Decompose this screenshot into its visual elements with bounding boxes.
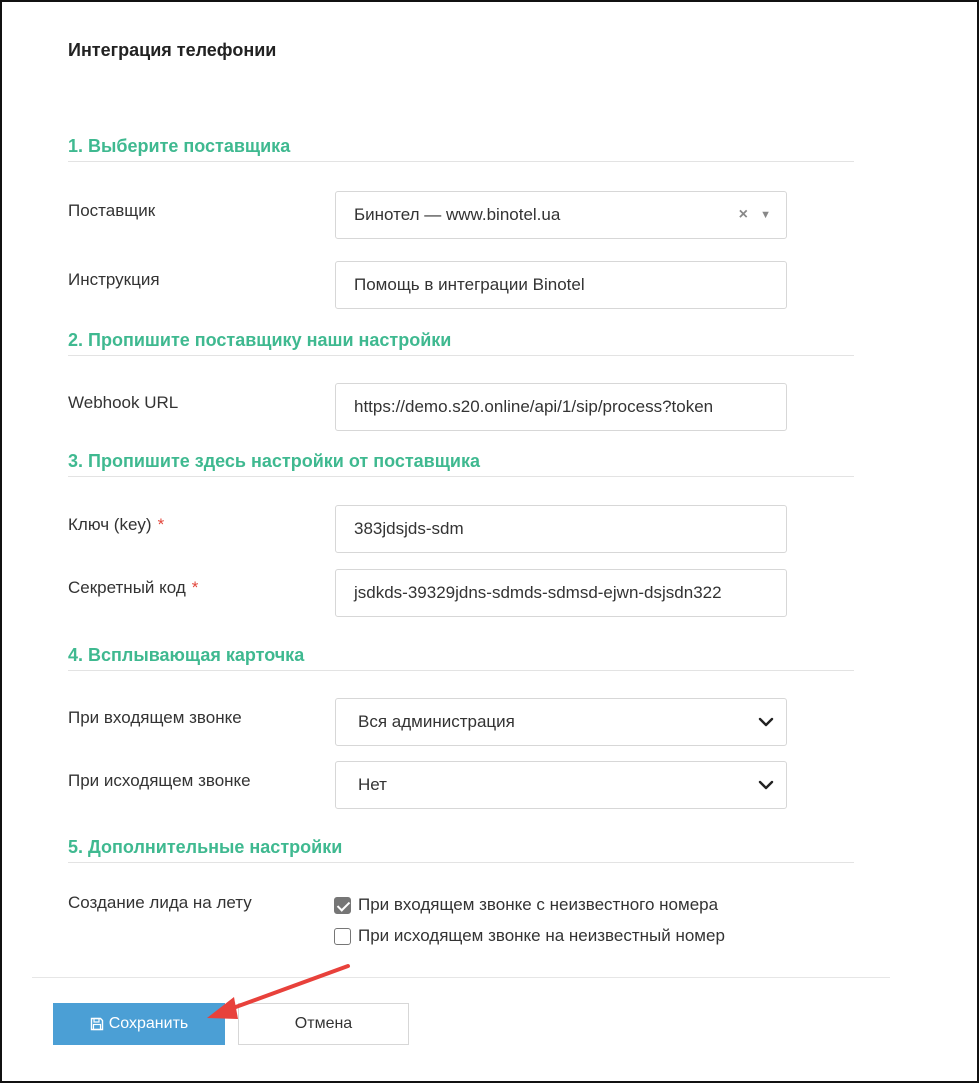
secret-label-text: Секретный код xyxy=(68,578,186,597)
section-heading-our-settings: 2. Пропишите поставщику наши настройки xyxy=(68,330,854,356)
chevron-down-icon xyxy=(758,714,774,730)
dropdown-arrow-icon[interactable]: ▼ xyxy=(760,209,771,221)
incoming-unknown-checkbox[interactable] xyxy=(334,897,351,914)
section-heading-provider-settings: 3. Пропишите здесь настройки от поставщика xyxy=(68,451,854,477)
key-input-value: 383jdsjds-sdm xyxy=(354,519,464,538)
footer-divider xyxy=(32,977,890,978)
secret-input[interactable] xyxy=(335,569,787,617)
key-label-text: Ключ (key) xyxy=(68,515,152,534)
instruction-label: Инструкция xyxy=(68,270,160,289)
instruction-link[interactable]: Помощь в интеграции Binotel xyxy=(354,275,585,294)
section-heading-popup-card: 4. Всплывающая карточка xyxy=(68,645,854,671)
clear-icon[interactable]: × xyxy=(738,206,748,223)
secret-label xyxy=(68,578,198,598)
required-mark: * xyxy=(157,515,165,534)
outgoing-call-select[interactable] xyxy=(335,761,787,809)
floppy-disk-icon xyxy=(90,1017,104,1031)
section-heading-additional: 5. Дополнительные настройки xyxy=(68,837,854,863)
webhook-url-field[interactable] xyxy=(335,383,787,431)
outgoing-unknown-label: При исходящем звонке на неизвестный номер xyxy=(358,926,725,945)
provider-label: Поставщик xyxy=(68,201,156,220)
cancel-button-label: Отмена xyxy=(294,1015,353,1032)
key-input[interactable] xyxy=(335,505,787,553)
webhook-url-value: https://demo.s20.online/api/1/sip/process?token xyxy=(354,397,714,416)
section-heading-provider: 1. Выберите поставщика xyxy=(68,136,854,162)
secret-input-value: jsdkds-39329jdns-sdmds-sdmsd-ejwn-dsjsdn322 xyxy=(354,583,722,602)
key-label xyxy=(68,515,164,535)
outgoing-call-select-value: Нет xyxy=(358,775,387,794)
incoming-call-select-value: Вся администрация xyxy=(358,712,515,731)
instruction-link-field[interactable] xyxy=(335,261,787,309)
provider-select[interactable] xyxy=(335,191,787,239)
chevron-down-icon xyxy=(758,777,774,793)
incoming-unknown-checkbox-row[interactable] xyxy=(334,895,718,915)
save-button-label: Сохранить xyxy=(108,1015,189,1032)
required-mark: * xyxy=(191,578,199,597)
dialog-title: Интеграция телефонии xyxy=(68,40,277,60)
lead-creation-label: Создание лида на лету xyxy=(68,893,252,912)
incoming-call-label: При входящем звонке xyxy=(68,708,242,727)
incoming-call-select[interactable] xyxy=(335,698,787,746)
webhook-label: Webhook URL xyxy=(68,393,179,412)
outgoing-unknown-checkbox[interactable] xyxy=(334,928,351,945)
provider-select-value: Бинотел — www.binotel.ua xyxy=(354,205,561,224)
incoming-unknown-label: При входящем звонке с неизвестного номера xyxy=(358,895,719,914)
annotation-arrow-icon xyxy=(192,957,362,1027)
outgoing-unknown-checkbox-row[interactable] xyxy=(334,926,725,946)
outgoing-call-label: При исходящем звонке xyxy=(68,771,251,790)
